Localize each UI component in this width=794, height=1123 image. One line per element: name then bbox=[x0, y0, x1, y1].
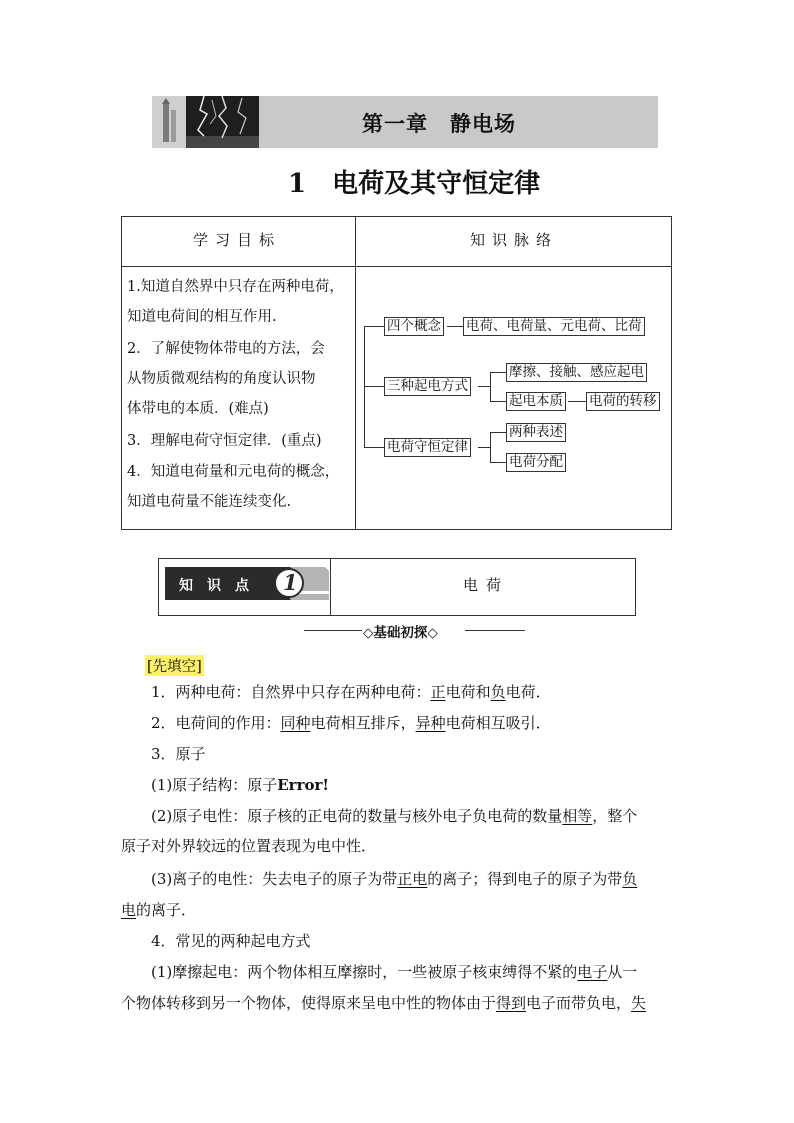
objective-line: 知道电荷量不能连续变化. bbox=[127, 494, 292, 510]
mindmap-connector bbox=[364, 447, 384, 448]
node-conservation-law: 电荷守恒定律 bbox=[384, 438, 471, 457]
item-3: 3．原子 bbox=[151, 745, 206, 763]
mindmap-connector bbox=[490, 401, 506, 402]
objective-line: 知道电荷间的相互作用. bbox=[127, 309, 277, 325]
mindmap-connector bbox=[364, 326, 384, 327]
section-rule-left bbox=[304, 630, 362, 631]
mindmap-connector bbox=[490, 462, 506, 463]
node-three-methods: 三种起电方式 bbox=[384, 377, 471, 396]
item-4: 4．常见的两种起电方式 bbox=[151, 932, 311, 950]
knowledge-point-number: 1 bbox=[283, 570, 298, 595]
lightning-image bbox=[152, 96, 259, 148]
item-4-1-line-2: 个物体转移到另一个物体，使得原来呈电中性的物体由于得到电子而带负电，失 bbox=[121, 994, 647, 1012]
objective-line: 3．理解电荷守恒定律．(重点) bbox=[127, 433, 322, 449]
objective-line: 4．知道电荷量和元电荷的概念， bbox=[127, 464, 340, 480]
mindmap-branch bbox=[490, 432, 491, 462]
node-charge-transfer: 电荷的转移 bbox=[586, 392, 660, 411]
fill-blank-tag: [先填空] bbox=[145, 655, 204, 676]
mindmap-connector bbox=[447, 326, 463, 327]
mindmap-connector bbox=[478, 447, 490, 448]
section-rule-right bbox=[465, 630, 525, 631]
mindmap-connector bbox=[364, 386, 384, 387]
item-3-3-line-1: (3)离子的电性：失去电子的原子为带正电的离子；得到电子的原子为带负 bbox=[151, 870, 638, 888]
diamond-icon: ◇ bbox=[363, 625, 374, 641]
node-charge-distribution: 电荷分配 bbox=[506, 453, 566, 472]
node-concepts-list: 电荷、电荷量、元电荷、比荷 bbox=[463, 317, 645, 336]
item-4-1-line-1: (1)摩擦起电：两个物体相互摩擦时，一些被原子核束缚得不紧的电子从一 bbox=[151, 963, 638, 981]
node-four-concepts: 四个概念 bbox=[384, 317, 444, 336]
item-1: 1．两种电荷：自然界中只存在两种电荷：正电荷和负电荷． bbox=[151, 683, 551, 701]
mindmap-connector bbox=[490, 372, 506, 373]
header-knowledge-map: 知识脉络 bbox=[470, 231, 559, 249]
mindmap-connector bbox=[490, 432, 506, 433]
objective-line: 从物质微观结构的角度认识物 bbox=[127, 371, 316, 387]
section-title: ◇基础初探◇ bbox=[363, 625, 438, 641]
objective-line: 1.知道自然界中只存在两种电荷， bbox=[127, 279, 344, 295]
knowledge-point-divider bbox=[330, 558, 331, 616]
chapter-title: 第一章 静电场 bbox=[362, 111, 516, 136]
item-2: 2．电荷间的作用：同种电荷相互排斥，异种电荷相互吸引． bbox=[151, 714, 551, 732]
knowledge-point-topic: 电荷 bbox=[463, 576, 510, 594]
table-header-divider bbox=[121, 266, 672, 267]
lesson-title: 1 电荷及其守恒定律 bbox=[288, 169, 541, 199]
node-two-forms: 两种表述 bbox=[506, 423, 566, 442]
header-objectives: 学习目标 bbox=[193, 231, 282, 249]
item-3-2-line-1: (2)原子电性：原子核的正电荷的数量与核外电子负电荷的数量相等，整个 bbox=[151, 807, 638, 825]
item-3-1: (1)原子结构：原子Error! bbox=[151, 776, 329, 794]
mindmap-connector bbox=[478, 386, 490, 387]
objective-line: 体带电的本质．(难点) bbox=[127, 401, 269, 417]
item-3-3-line-2: 电的离子． bbox=[121, 901, 197, 919]
objective-line: 2．了解使物体带电的方法，会 bbox=[127, 341, 325, 357]
mindmap-connector bbox=[568, 401, 586, 402]
knowledge-point-badge bbox=[165, 567, 329, 600]
table-column-divider bbox=[355, 216, 356, 530]
diamond-icon: ◇ bbox=[427, 625, 438, 641]
mindmap-branch bbox=[490, 372, 491, 401]
node-methods-list: 摩擦、接触、感应起电 bbox=[506, 363, 647, 382]
node-charging-essence: 起电本质 bbox=[506, 392, 566, 411]
knowledge-point-label: 知 识 点 bbox=[179, 578, 249, 594]
item-3-2-line-2: 原子对外界较远的位置表现为电中性． bbox=[121, 837, 377, 855]
